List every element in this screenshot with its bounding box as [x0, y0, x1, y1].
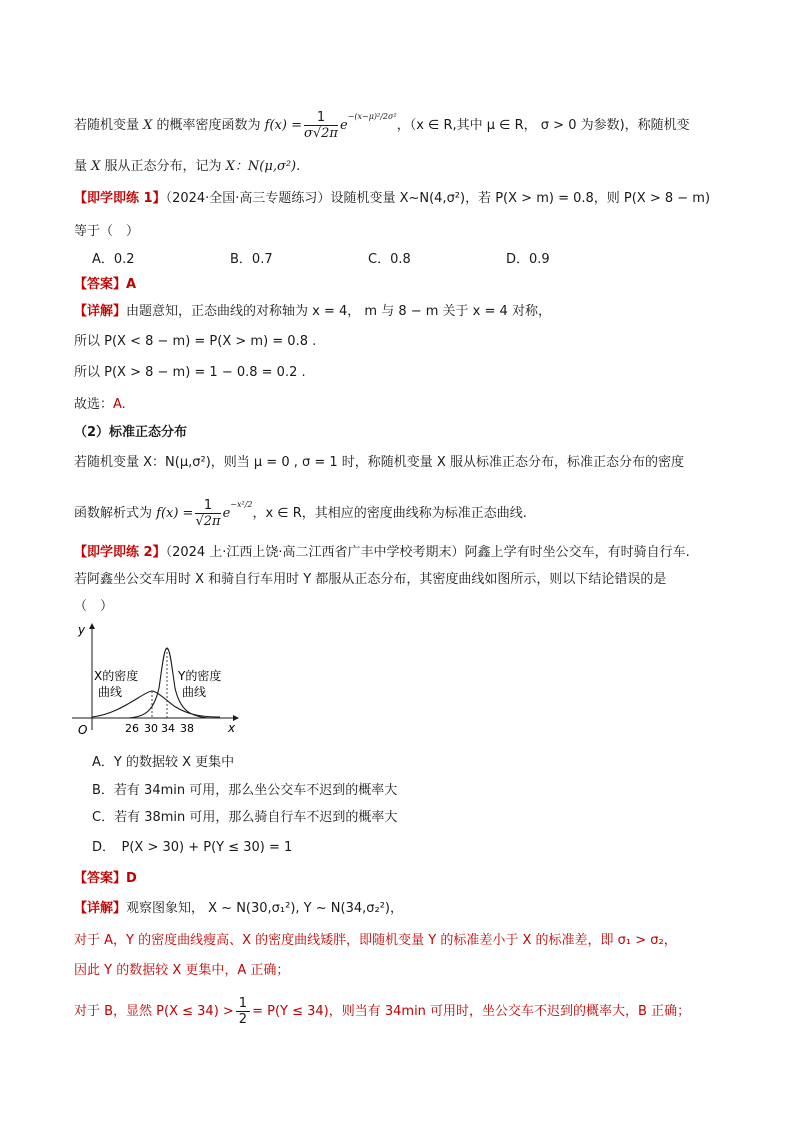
y-density-curve	[128, 648, 210, 718]
example2-stem1	[74, 544, 690, 562]
exponent: −(x−μ)²/2σ²	[347, 112, 397, 121]
example2-stem3: （ ）	[74, 599, 114, 614]
fraction-one-half	[236, 996, 250, 1027]
e-symbol: e	[339, 118, 348, 133]
text: 函数解析式为	[74, 506, 157, 521]
practice-tag: 【即学即练 2】	[74, 545, 166, 560]
option-c: C．0.8	[368, 252, 411, 267]
example2-answer	[74, 870, 137, 888]
standard-normal-line1: 若随机变量 X：N(μ,σ²)，则当 μ = 0 , σ = 1 时，称随机变量 X 服从标准正态分布，标准正态分布的密度	[74, 455, 684, 470]
option-a: A．0.2	[92, 252, 135, 267]
y-curve-label-line2: 曲线	[182, 685, 207, 699]
detail-tag: 【详解】	[74, 304, 127, 319]
x-axis-label: x	[228, 721, 236, 735]
answer-tag: 【答案】	[74, 277, 127, 292]
text: 量	[74, 159, 92, 174]
notation: X：N(μ,σ²).	[225, 159, 301, 174]
standard-normal-line2	[74, 496, 527, 529]
density-curves-figure	[70, 618, 250, 742]
example2-detail3: 因此 Y 的数据较 X 更集中，A 正确；	[74, 963, 290, 978]
source: （2024 上·江西上饶·高二江西省广丰中学校考期末）	[165, 545, 465, 560]
example2-stem2: 若阿鑫坐公交车用时 X 和骑自行车用时 Y 都服从正态分布，其密度曲线如图所示，则以下结论错误的是	[74, 572, 667, 587]
example1-detail3: 所以 P(X > 8 − m) = 1 − 0.8 = 0.2 .	[74, 365, 306, 380]
option-a: A．Y 的数据较 X 更集中	[92, 755, 235, 770]
exponent: −x²/2	[230, 500, 253, 509]
example2-detail2: 对于 A，Y 的密度曲线瘦高、X 的密度曲线矮胖，即随机变量 Y 的标准差小于 X 的标准差，即 σ₁ > σ₂，	[74, 933, 677, 948]
text: 对于 B，显然 P(X ≤ 34) >	[74, 1004, 234, 1019]
x-curve-label-line1: X的密度	[94, 669, 139, 683]
option-b: B．0.7	[230, 252, 273, 267]
detail-text: 由题意知，正态曲线的对称轴为 x = 4， m 与 8 − m 关于 x = 4 对称，	[126, 304, 551, 319]
fx-symbol: f(x) =	[156, 506, 194, 521]
option-c: C．若有 38min 可用，那么骑自行车不迟到的概率大	[92, 810, 398, 825]
source: （2024·全国·高三专题练习）	[165, 191, 331, 206]
text: ，x ∈ R，其相应的密度曲线称为标准正态曲线.	[252, 506, 527, 521]
e-symbol: e	[222, 506, 231, 521]
stem: 设随机变量 X~N(4,σ²)，若 P(X > m) = 0.8，则 P(X > 8 − m)	[330, 191, 711, 206]
answer-tag: 【答案】	[74, 871, 127, 886]
var-x: X	[143, 118, 153, 133]
text: 服从正态分布，记为	[100, 159, 226, 174]
detail-text: 观察图象知， X ~ N(30,σ₁²), Y ~ N(34,σ₂²)，	[126, 901, 403, 916]
x-curve-label-line2: 曲线	[98, 685, 123, 699]
example1-detail2: 所以 P(X < 8 − m) = P(X > m) = 0.8 .	[74, 334, 317, 349]
y-curve-label-line1: Y的密度	[178, 669, 222, 683]
practice-tag: 【即学即练 1】	[74, 191, 166, 206]
option-d: D．0.9	[506, 252, 550, 267]
y-axis-label: y	[78, 623, 86, 637]
example1-detail4	[74, 396, 126, 414]
fraction-numerator: 1	[236, 996, 250, 1012]
fraction-numerator: 1	[304, 110, 338, 126]
option-d: D． P(X > 30) + P(Y ≤ 30) = 1	[92, 840, 293, 855]
tick-26: 26	[125, 722, 139, 735]
option-b: B．若有 34min 可用，那么坐公交车不迟到的概率大	[92, 783, 398, 798]
fx-symbol: f(x) =	[264, 118, 302, 133]
example1-answer	[74, 276, 136, 294]
answer-value: D	[126, 871, 137, 886]
origin-label: O	[78, 723, 88, 737]
tick-30: 30	[144, 722, 158, 735]
text: ，（x ∈ R,其中 μ ∈ R， σ > 0 为参数)，称随机变	[396, 118, 690, 133]
density-definition-line1	[74, 108, 690, 141]
fraction	[195, 498, 220, 529]
example1-options	[92, 251, 644, 269]
chosen-answer: A.	[113, 397, 126, 412]
example1-stem-end: 等于（ ）	[74, 224, 140, 239]
section-heading: （2）标准正态分布	[74, 425, 188, 440]
fraction-denominator: σ√2π	[303, 126, 338, 141]
density-definition-line2	[74, 158, 300, 176]
fraction	[304, 110, 338, 141]
detail-tag: 【详解】	[74, 901, 127, 916]
fraction-numerator: 1	[195, 498, 220, 514]
var-x: X	[91, 159, 101, 174]
answer-value: A	[126, 277, 137, 292]
example2-detail4	[74, 996, 690, 1027]
stem: 阿鑫上学有时坐公交车，有时骑自行车.	[464, 545, 690, 560]
tick-34: 34	[161, 722, 175, 735]
text: = P(Y ≤ 34)，则当有 34min 可用时，坐公交车不迟到的概率大，B 正确；	[252, 1004, 691, 1019]
text: 故选：	[74, 397, 114, 412]
fraction-denominator: √2π	[195, 514, 221, 529]
fraction-denominator: 2	[238, 1012, 248, 1027]
example1-stem	[74, 190, 710, 208]
tick-38: 38	[180, 722, 194, 735]
text: 若随机变量	[74, 118, 144, 133]
example2-detail1	[74, 900, 403, 918]
text: 的概率密度函数为	[152, 118, 265, 133]
example1-detail1	[74, 303, 551, 321]
